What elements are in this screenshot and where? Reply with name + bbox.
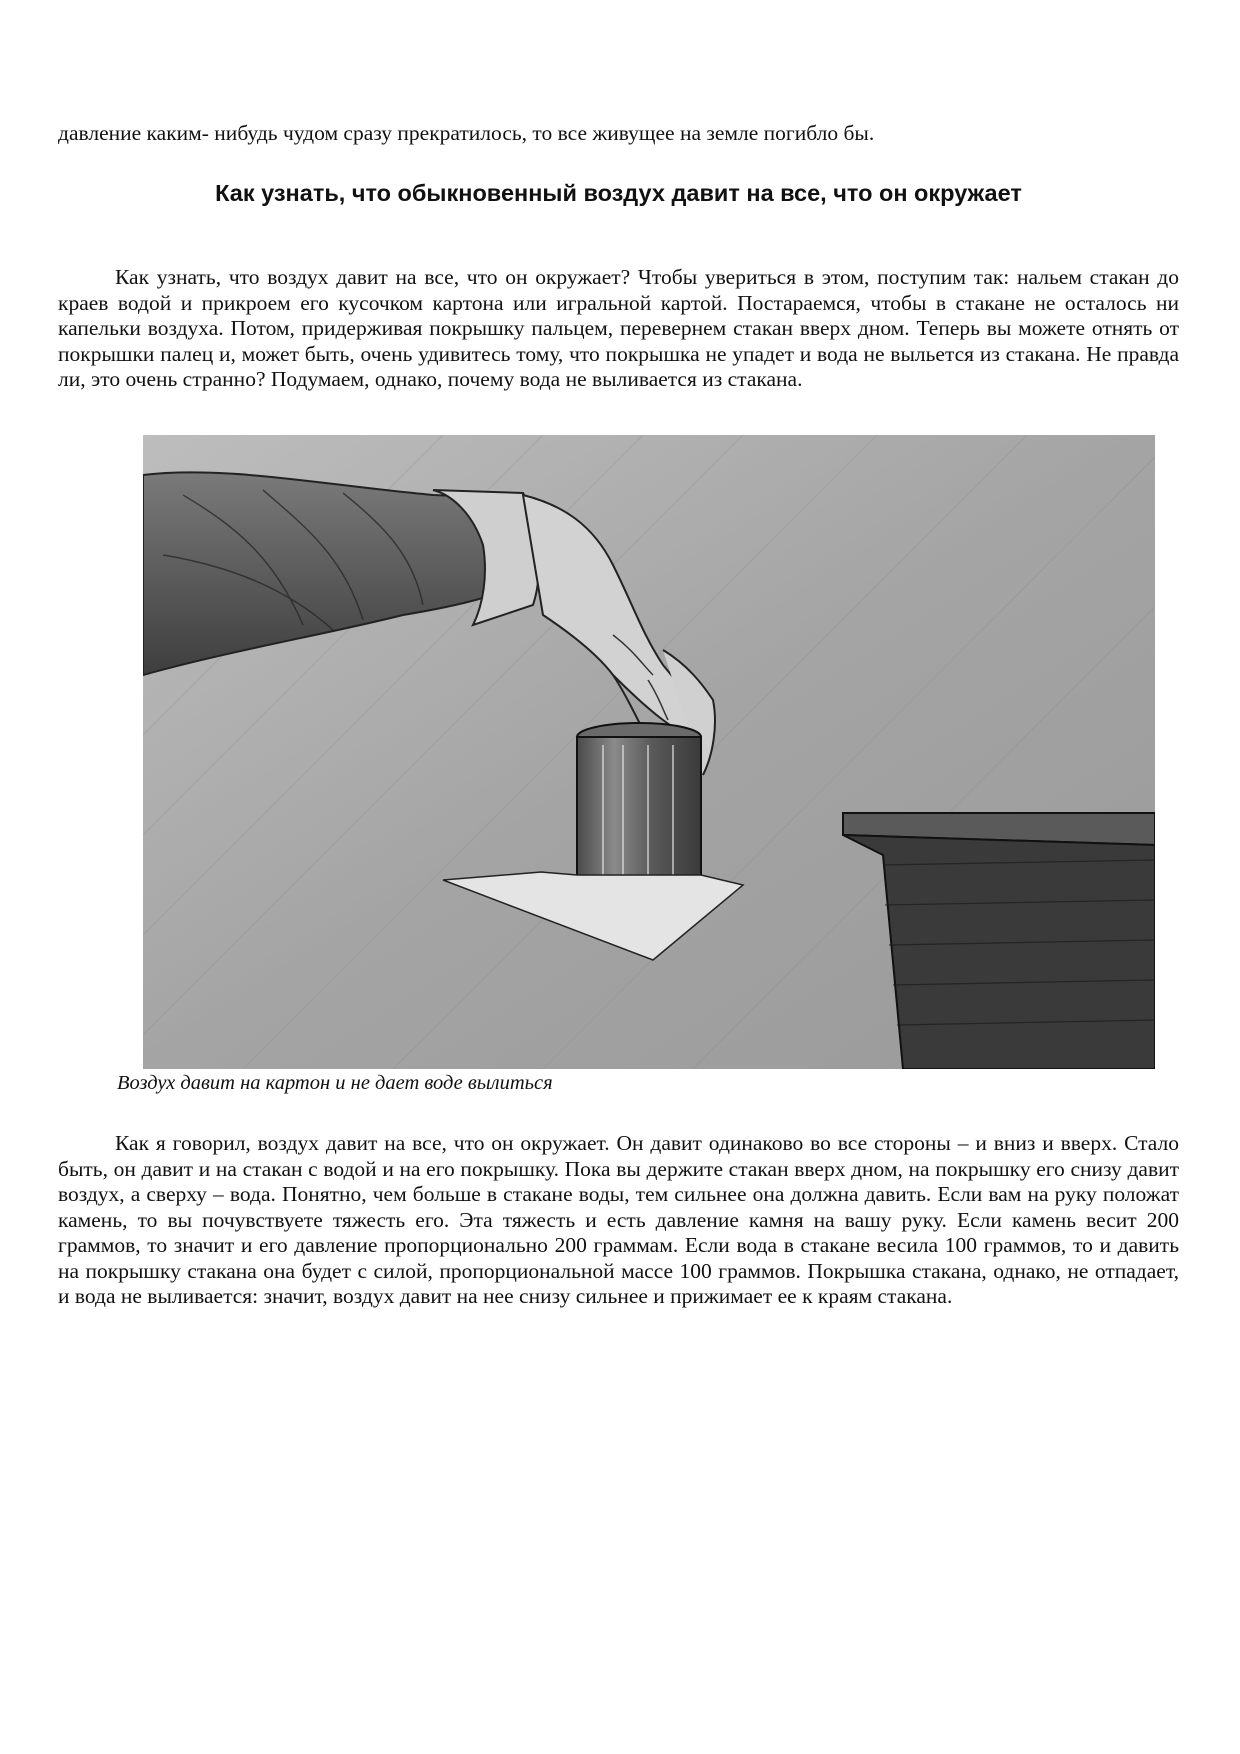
figure-caption: Воздух давит на картон и не дает воде вылиться [117, 1072, 553, 1094]
paragraph-2: Как я говорил, воздух давит на все, что он окружает. Он давит одинаково во все стороны – и вниз и вверх. Стало быть, он давит и на стакан с водой и на его покрышку. Пока вы держите стакан вверх дном, на покрышку его снизу давит воздух, а сверху – вода. Понятно, чем больше в стакане воды, тем сильнее она должна давить. Если вам на руку положат камень, то вы почувствуете тяжесть его. Эта тяжесть и есть давление камня на вашу руку. Если камень весит 200 граммов, то значит и его давление пропорционально 200 граммам. Если вода в стакане весила 100 граммов, то и давить на покрышку стакана она будет с силой, пропорциональной массе 100 граммов. Покрышка стакана, однако, не отпадает, и вода не выливается: значит, воздух давит на нее снизу сильнее и прижимает ее к краям стакана. [58, 1131, 1179, 1308]
illustration-hand-glass-table [143, 435, 1155, 1069]
lead-line: давление каким- нибудь чудом сразу прекратилось, то все живущее на земле погибло бы. [58, 121, 875, 145]
paragraph-1: Как узнать, что воздух давит на все, что он окружает? Чтобы увериться в этом, поступим так: нальем стакан до краев водой и прикроем его кусочком картона или игральной картой. Постараемся, чтобы в стакане не осталось ни капельки воздуха. Потом, придерживая покрышку пальцем, перевернем стакан вверх дном. Теперь вы можете отнять от покрышки палец и, может быть, очень удивитесь тому, что покрышка не упадет и вода не выльется из стакана. Не правда ли, это очень странно? Подумаем, однако, почему вода не выливается из стакана. [58, 265, 1179, 391]
section-heading: Как узнать, что обыкновенный воздух давит на все, что он окружает [215, 180, 1022, 206]
illustration-figure [143, 435, 1155, 1069]
